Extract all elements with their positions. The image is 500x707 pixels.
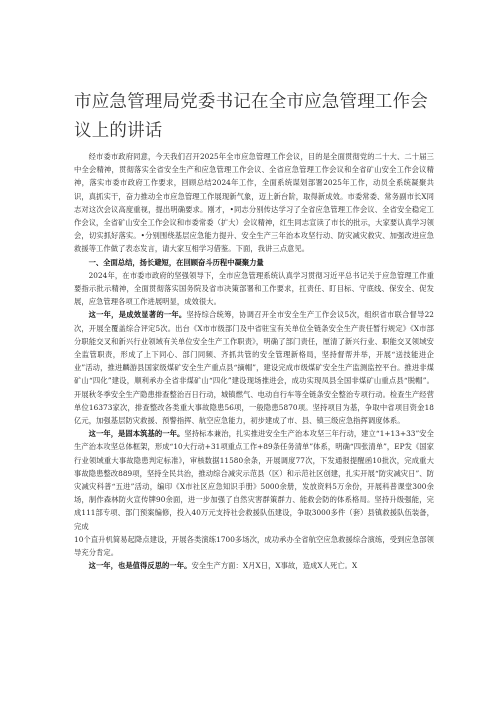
section-1-heading: 一、全面总结，扬长避短，在回顾奋斗历程中凝聚力量 bbox=[88, 257, 264, 267]
reflection-lead: 这一年，也是值得反思的一年。 bbox=[88, 561, 192, 571]
achievements-paragraph bbox=[74, 308, 434, 427]
foundation-paragraph bbox=[74, 427, 434, 533]
reflection-paragraph bbox=[74, 559, 434, 572]
foundation-lead: 这一年，是固本筑基的一年。 bbox=[88, 429, 185, 439]
achievements-lead: 这一年，是成效显著的一年。 bbox=[88, 310, 187, 320]
document-title: 市应急管理局党委书记在全市应急管理工作会议上的讲话 bbox=[74, 92, 428, 141]
foundation-text: 坚持标本兼治，扎实推进安全生产治本攻坚三年行动，建立“1+13+33”安全生产治本攻坚总体框架，形成“10大行动+31项重点工作+89条任务清单”体系，明确“四张清单”，EP发《国家行业领域重大事故隐患判定标准》，审核数据11580余条，开展调度77次，下发通报提醒函10批次，完成重大事故隐患整改889项，坚持全民共治，推动综合减灾示范县（区）和示范社区创建，扎实开展“防灾减灾日”、防灾减灾科普“五进”活动，编印《X市社区应急知识手册》5000余册，发放资料5万余份，开展科普课堂300余场，制作森林防火宣传牌90余面，进一步加强了自然灾害群策群力、能救会防的体系格局。坚持升级强能，完成111部专项、部门预案编修，投入40万元支持社会救援队伍建设，争取3000多件（套）县镇救援队伍装备，完成 bbox=[74, 429, 435, 531]
foundation-continuation: 10个直升机简易起降点建设，开展各类演练1700多场次，成功承办全省航空应急救援综合演练，受到应急部领导充分肯定。 bbox=[74, 534, 434, 558]
document-body bbox=[74, 150, 434, 573]
reflection-text: 安全生产方面：X月X日，X事故，造成X人死亡。X bbox=[191, 561, 358, 571]
section-1-paragraph: 2024年，在市委市政府的坚强领导下，全市应急管理系统认真学习贯彻习近平总书记关于应急管理工作重要指示批示精神，全面贯彻落实国务院及省市决策部署和工作要求，扛责任、盯目标、守底线、保安全、促发展，应急管理各项工作进展明显，成效很大。 bbox=[74, 270, 434, 307]
intro-paragraph: 经市委市政府同意，今天我们召开2025年全市应急管理工作会议，目的是全面贯彻党的二十大、二十届三中全会精神，贯彻落实全省安全生产和应急管理工作会议、全省应急管理工作会议和全省矿山安全工作会议精神，落实市委市政府工作要求，回顾总结2024年工作，全面系统谋划部署2025年工作，动员全系统凝聚共识，真抓实干，奋力推动全市应急管理工作展现新气象，迈上新台阶，取得新成效。市委常委、常务副市长X同志对这次会议高度重视，提出明确要求。刚才，•同志分别传达学习了全省应急管理工作会议、全省安全稳定工作会议，全省矿山安全工作会议和市委常委（扩大）会议精神，红生同志宣读了市长的批示，大家要认真学习领会，切实抓好落实。•分别围绕基层应急能力提升、安全生产三年治本攻坚行动、防灾减灾救灾、加强改进应急救援等工作做了表态发言，请大家互相学习借鉴。下面，我讲三点意见。 bbox=[74, 152, 434, 254]
achievements-text: 坚持综合统筹，协调召开全市安全生产工作会议5次，组织省市联合督导22次，开展全覆盖综合评定5次。出台《X市市级部门及中省驻宝有关单位全链条安全生产责任暂行规定》《X市部分职能交叉和新兴行业领域有关单位安全生产工作职责》，明确了部门责任，厘清了新兴行业、职能交叉领域安全监管职责，形成了上下同心、部门同频、齐抓共管的安全管理新格局，坚持督帮并举，开展“送技能进企业”活动，推进麟游县国家级煤矿安全生产重点县“摘帽”，建设完成市级煤矿安全生产监测监控平台。推进非煤矿山“四化”建设，顺利承办全省非煤矿山“四化”建设现场推进会，成功实现凤县全国非煤矿山重点县“脱帽”。开展秋冬季安全生产隐患排查整治百日行动，城镇燃气、电动自行车等全链条安全整治专项行动。检查生产经营单位16373家次，排查整改各类重大事故隐患56项，一般隐患5870项。坚持项目为基，争取中省项目资金18亿元，加强基层防灾救援、预警指挥、航空应急能力，初步建成了市、县、镇三级应急指挥调度体系。 bbox=[74, 310, 434, 426]
